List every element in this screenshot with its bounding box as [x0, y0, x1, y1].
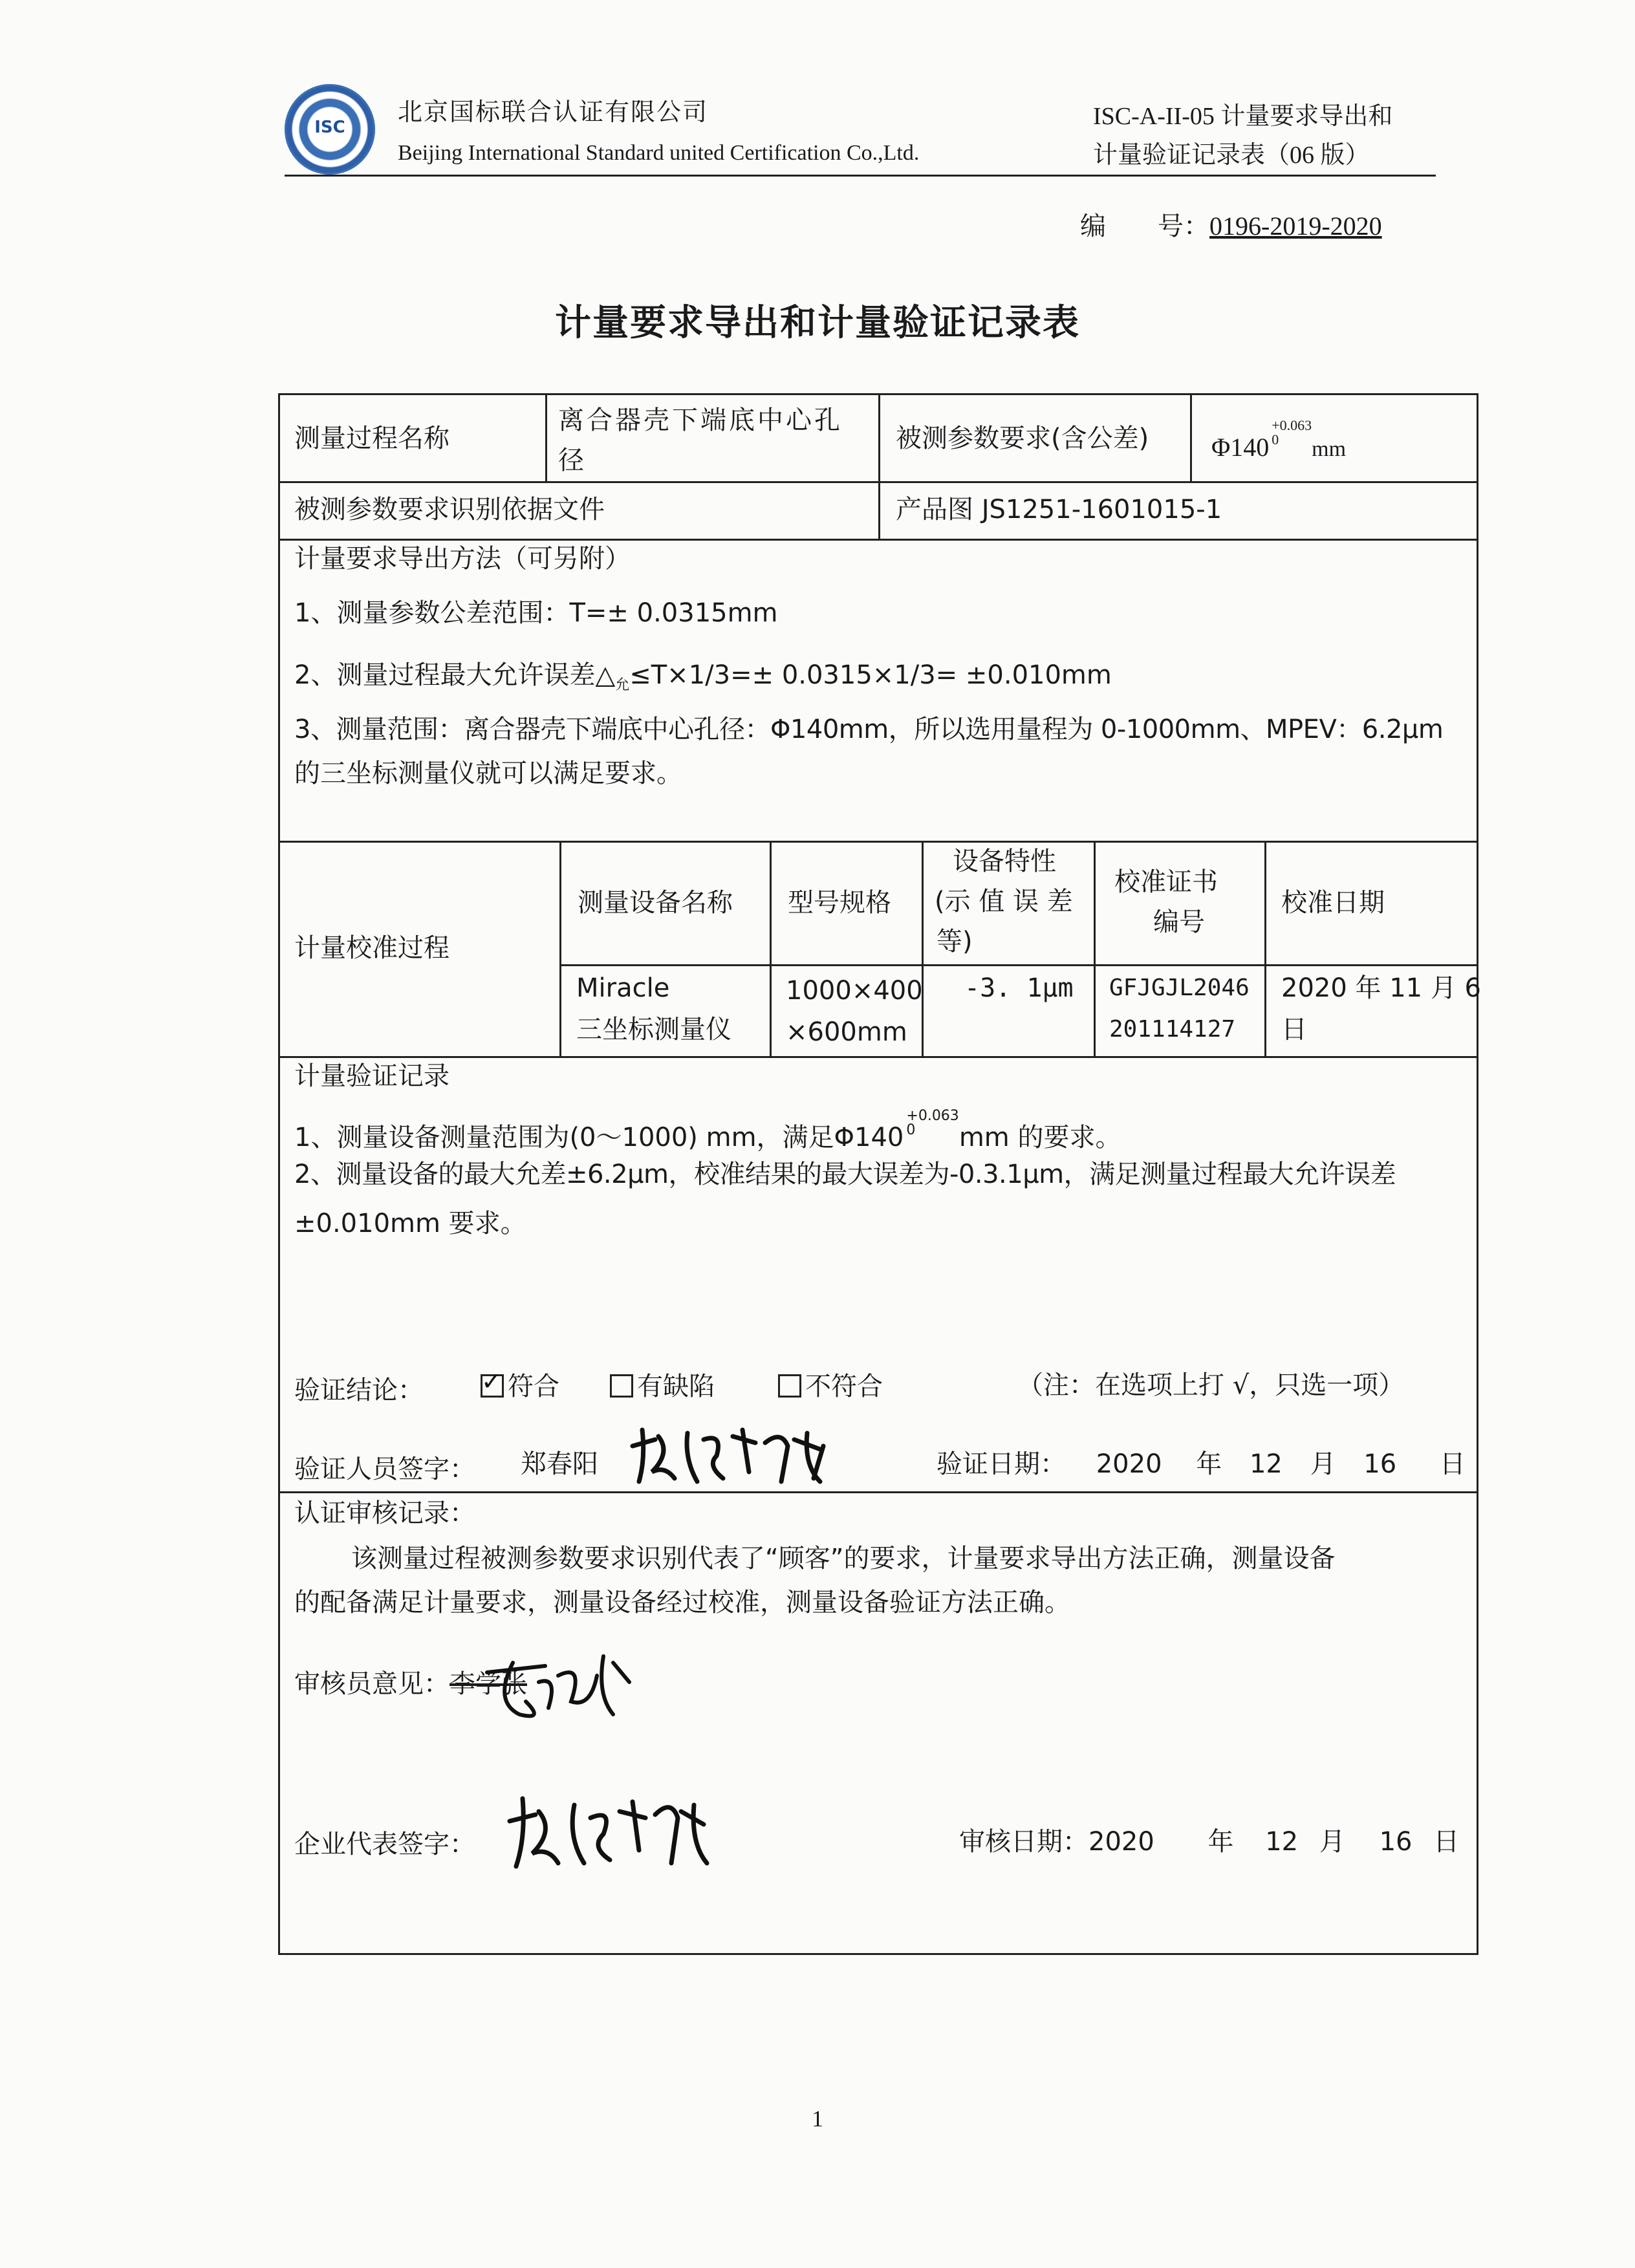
record-form-table [278, 393, 1482, 1955]
audit-date [959, 1822, 1459, 1862]
param-tol-lower: 0 [1272, 431, 1279, 448]
cal-header-feature-l2: (示 值 误 差 [935, 887, 1073, 916]
derivation-item-3-line1: 3、测量范围：离合器壳下端底中心孔径：Φ140mm，所以选用量程为 0-1000mm、MPEV：6.2μm [294, 715, 1444, 744]
verification-date-label: 验证日期： [937, 1449, 1066, 1479]
cal-header-cert-l1: 校准证书 [1114, 867, 1218, 897]
logo-text: ISC [314, 118, 345, 137]
table-rule [770, 841, 772, 1056]
table-rule [878, 395, 880, 539]
verification-date-month: 12 [1249, 1449, 1283, 1479]
param-nominal: Φ140 [1211, 433, 1270, 462]
company-name-en: Beijing International Standard united Certification Co.,Ltd. [398, 141, 920, 165]
cal-date-l1: 2020 年 11 月 6 [1281, 973, 1482, 1003]
param-requirement-label: 被测参数要求(含公差) [896, 424, 1149, 453]
verification-item-1-pre: 1、测量设备测量范围为(0～1000) mm，满足Φ140 [294, 1123, 904, 1152]
derivation-item-2 [294, 655, 1112, 706]
company-name-cn: 北京国标联合认证有限公司 [398, 98, 709, 126]
audit-date-month: 12 [1265, 1827, 1299, 1857]
cal-device-name-l1: Miracle [576, 973, 670, 1003]
audit-date-year: 2020 [1088, 1827, 1154, 1857]
derivation-item-2-sub: 允 [615, 677, 630, 693]
verification-date [937, 1444, 1466, 1484]
table-rule [559, 964, 1477, 966]
cal-date-l2: 日 [1281, 1015, 1307, 1044]
document-code-line1: ISC-A-II-05 计量要求导出和 [1093, 103, 1393, 130]
cal-header-feature-l1: 设备特性 [953, 847, 1056, 876]
derivation-item-2-post: ≤T×1/3=± 0.0315×1/3= ±0.010mm [629, 660, 1112, 690]
cal-model-l2: ×600mm [786, 1017, 907, 1047]
audit-date-year-unit: 年 [1207, 1827, 1234, 1857]
page-title: 计量要求导出和计量验证记录表 [555, 302, 1080, 344]
representative-signature [500, 1786, 713, 1876]
process-name-label: 测量过程名称 [294, 424, 449, 453]
cal-cert-l2: 201114127 [1109, 1016, 1236, 1042]
conclusion-option-defect[interactable] [610, 1366, 715, 1407]
table-rule [1190, 395, 1192, 481]
cal-model-l1: 1000×400 [786, 976, 923, 1006]
verification-date-year-unit: 年 [1196, 1449, 1222, 1479]
document-code [1093, 97, 1392, 175]
cal-header-feature-l3: 等) [937, 927, 973, 956]
param-tolerance [1272, 418, 1312, 447]
verification-item-1-post: mm 的要求。 [958, 1123, 1121, 1152]
calibration-label: 计量校准过程 [294, 933, 449, 963]
conclusion-label: 验证结论： [294, 1376, 424, 1405]
header-divider [285, 175, 1436, 177]
basis-label: 被测参数要求识别依据文件 [294, 495, 605, 524]
representative-signature-label: 企业代表签字： [294, 1830, 475, 1859]
param-unit: mm [1312, 437, 1347, 461]
auditor-signature [474, 1637, 642, 1734]
cal-cert-l1: GFJGJL2046 [1109, 975, 1250, 1001]
derivation-item-2-pre: 2、测量过程最大允许误差△ [294, 660, 616, 690]
document-number-label: 编 号： [1080, 211, 1209, 241]
derivation-heading: 计量要求导出方法（可另附） [294, 544, 631, 574]
verification-date-month-unit: 月 [1310, 1449, 1336, 1479]
audit-date-day: 16 [1379, 1827, 1413, 1857]
auditor-name: 李学张 [449, 1669, 527, 1699]
verification-tolerance [906, 1109, 958, 1138]
verifier-signature [626, 1420, 839, 1491]
table-rule [559, 841, 561, 1056]
param-tol-upper: +0.063 [1272, 417, 1312, 433]
document-code-line2: 计量验证记录表（06 版） [1093, 142, 1370, 169]
table-rule [280, 841, 1477, 843]
checkbox-checked[interactable] [481, 1367, 504, 1398]
verifier-signature-label: 验证人员签字： [294, 1454, 475, 1484]
conclusion-note: （注：在选项上打 √，只选一项） [1017, 1370, 1405, 1400]
table-rule [1264, 841, 1266, 1056]
verification-item-2-line1: 2、测量设备的最大允差±6.2μm，校准结果的最大误差为-0.3.1μm，满足测量过程最大允许误差 [294, 1160, 1396, 1189]
audit-date-day-unit: 日 [1433, 1827, 1460, 1857]
verification-heading: 计量验证记录 [294, 1061, 449, 1091]
verifier-name: 郑春阳 [521, 1449, 598, 1479]
audit-text-line2: 的配备满足计量要求，测量设备经过校准，测量设备验证方法正确。 [294, 1588, 1070, 1617]
cal-header-name: 测量设备名称 [578, 888, 733, 918]
page-number: 1 [812, 2106, 823, 2132]
table-rule [1094, 841, 1096, 1056]
table-rule [922, 841, 924, 1056]
verification-tol-lower: 0 [906, 1122, 916, 1138]
derivation-item-1: 1、测量参数公差范围：T=± 0.0315mm [294, 598, 778, 628]
document-number-value: 0196-2019-2020 [1209, 211, 1382, 241]
auditor-opinion-label-text: 审核员意见： [294, 1669, 449, 1699]
verification-item-1 [294, 1109, 1121, 1158]
verification-date-day-unit: 日 [1439, 1449, 1466, 1479]
audit-text-line1: 该测量过程被测参数要求识别代表了“顾客”的要求，计量要求导出方法正确，测量设备 [351, 1544, 1336, 1573]
conclusion-option-pass[interactable] [481, 1366, 559, 1407]
conclusion-fail-label: 不符合 [805, 1372, 883, 1401]
cal-feature: -3. 1μm [964, 973, 1074, 1003]
table-rule [545, 395, 547, 481]
cal-header-model: 型号规格 [788, 888, 891, 918]
verification-date-year: 2020 [1096, 1449, 1162, 1479]
document-number [1080, 206, 1382, 243]
checkbox-unchecked[interactable] [778, 1374, 801, 1398]
cal-device-name-l2: 三坐标测量仪 [576, 1015, 731, 1044]
cal-header-cert-l2: 编号 [1153, 907, 1205, 937]
cal-header-date: 校准日期 [1281, 888, 1385, 918]
audit-date-month-unit: 月 [1319, 1827, 1345, 1857]
table-rule [280, 1056, 1477, 1058]
audit-date-label: 审核日期： [959, 1827, 1088, 1857]
process-name-value: 离合器壳下端底中心孔径 [558, 405, 843, 475]
param-requirement-value [1211, 418, 1346, 470]
verification-date-day: 16 [1363, 1449, 1397, 1479]
verification-tol-upper: +0.063 [906, 1108, 959, 1124]
audit-heading: 认证审核记录： [294, 1498, 475, 1528]
conclusion-defect-label: 有缺陷 [637, 1372, 715, 1401]
conclusion-option-fail[interactable] [778, 1366, 883, 1407]
checkmark-icon: ✓ [481, 1367, 502, 1396]
company-logo [285, 84, 375, 175]
checkbox-unchecked[interactable] [610, 1374, 633, 1398]
conclusion-pass-label: 符合 [508, 1372, 559, 1401]
derivation-item-3-line2: 的三坐标测量仪就可以满足要求。 [294, 759, 682, 788]
verification-item-2-line2: ±0.010mm 要求。 [294, 1209, 526, 1238]
basis-value: 产品图 JS1251-1601015-1 [896, 495, 1222, 524]
